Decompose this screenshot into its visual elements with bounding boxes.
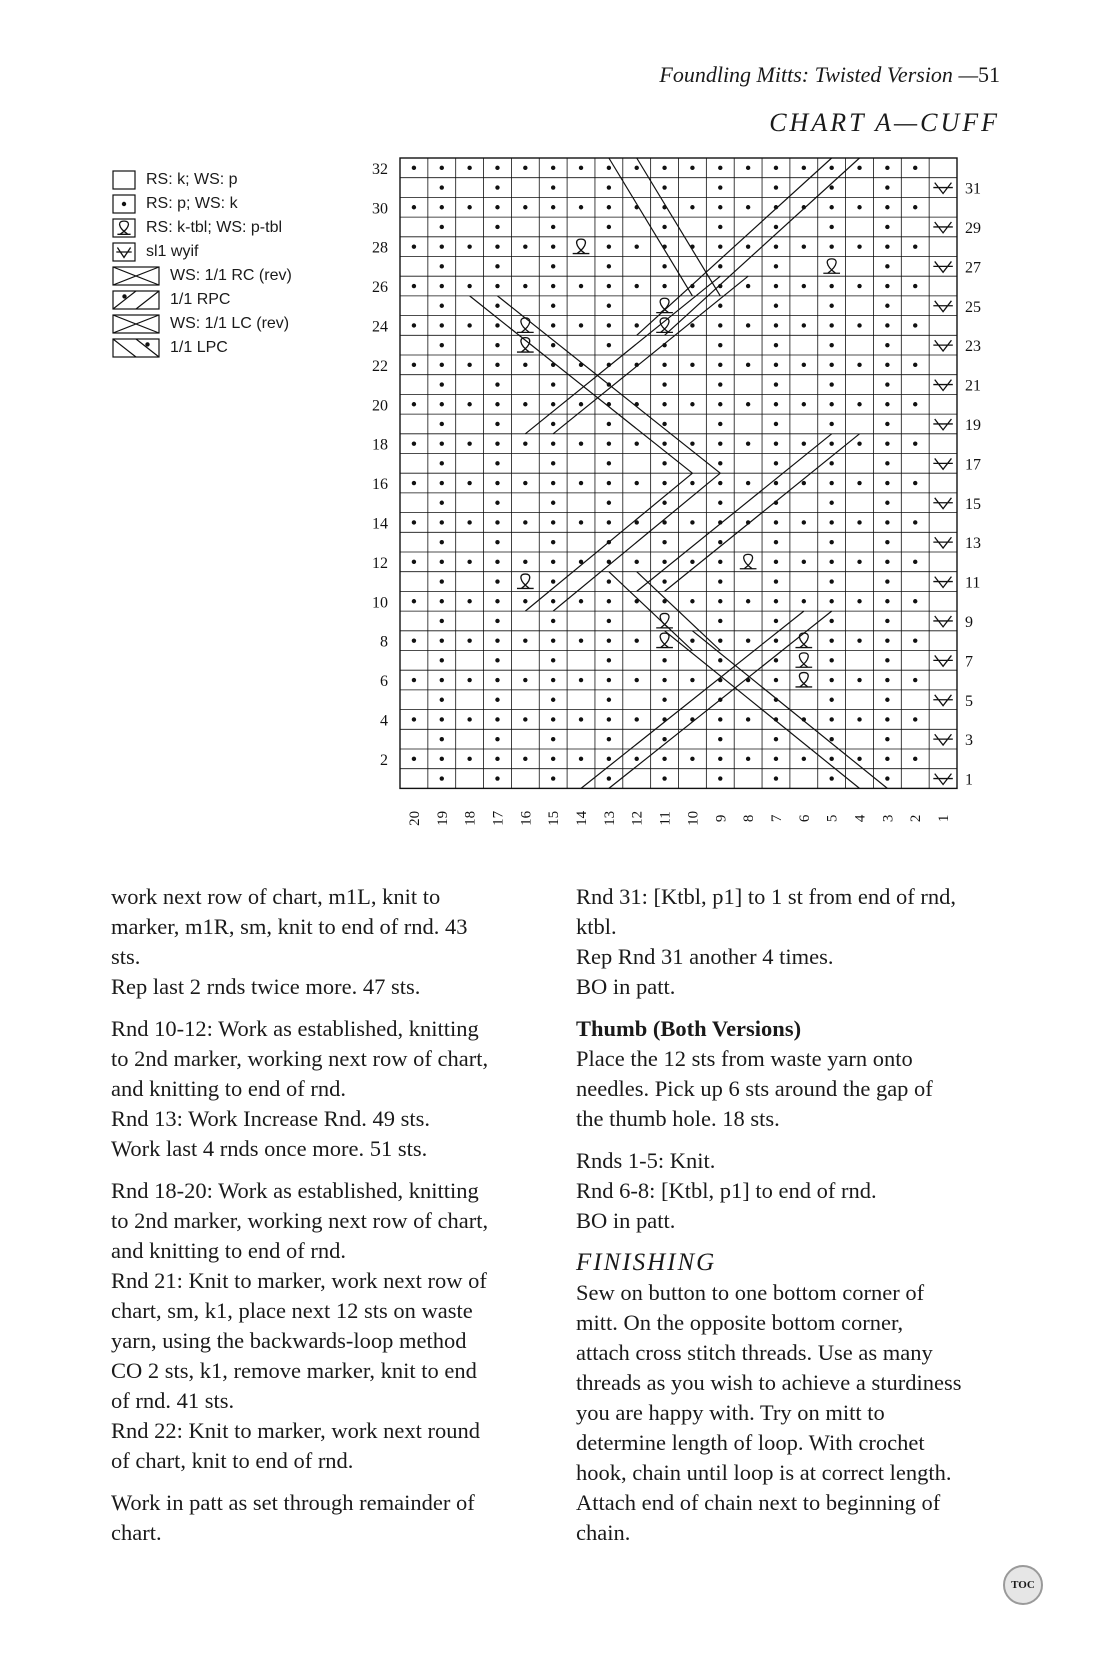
left-text-column bbox=[111, 882, 531, 1560]
text-line: BO in patt. bbox=[576, 974, 676, 999]
finishing-heading: FINISHING bbox=[576, 1249, 717, 1276]
text-line: CO 2 sts, k1, remove marker, knit to end bbox=[111, 1358, 477, 1383]
column-number: 12 bbox=[629, 810, 646, 826]
row-number: 23 bbox=[965, 338, 981, 356]
column-number: 8 bbox=[741, 814, 758, 823]
column-number: 18 bbox=[462, 810, 479, 826]
paragraph bbox=[111, 882, 531, 1002]
text-line: yarn, using the backwards-loop method bbox=[111, 1328, 467, 1353]
text-line: ktbl. bbox=[576, 914, 617, 939]
row-number: 12 bbox=[372, 554, 388, 572]
row-number: 32 bbox=[372, 160, 388, 178]
legend-item bbox=[112, 264, 352, 288]
row-number: 16 bbox=[372, 476, 388, 494]
row-number: 29 bbox=[965, 219, 981, 237]
row-number: 17 bbox=[965, 456, 981, 474]
paragraph bbox=[576, 1044, 1016, 1134]
row-number: 4 bbox=[380, 712, 388, 730]
text-line: attach cross stitch threads. Use as many bbox=[576, 1340, 933, 1365]
row-number: 31 bbox=[965, 180, 981, 198]
text-line: sts. bbox=[111, 944, 141, 969]
text-line: of chart, knit to end of rnd. bbox=[111, 1448, 354, 1473]
text-line: chain. bbox=[576, 1520, 631, 1545]
column-number: 15 bbox=[546, 810, 563, 826]
legend-item bbox=[112, 288, 352, 312]
column-number: 11 bbox=[657, 811, 674, 826]
text-line: Rnd 22: Knit to marker, work next round bbox=[111, 1418, 481, 1443]
text-line: Work in patt as set through remainder of bbox=[111, 1490, 475, 1515]
column-number: 19 bbox=[434, 810, 451, 826]
row-number: 19 bbox=[965, 416, 981, 434]
column-number: 14 bbox=[574, 810, 591, 826]
page-number: 51 bbox=[978, 62, 1000, 87]
text-line: threads as you wish to achieve a sturdiness bbox=[576, 1370, 962, 1395]
running-dash: — bbox=[958, 62, 978, 87]
legend-label: sl1 wyif bbox=[146, 243, 199, 260]
legend-label: RS: k; WS: p bbox=[146, 171, 238, 188]
paragraph bbox=[576, 882, 1016, 1002]
row-number: 8 bbox=[380, 633, 388, 651]
text-line: Rnd 13: Work Increase Rnd. 49 sts. bbox=[111, 1106, 430, 1131]
paragraph bbox=[111, 1488, 531, 1548]
text-line: to 2nd marker, working next row of chart, bbox=[111, 1046, 489, 1071]
row-number: 2 bbox=[380, 751, 388, 769]
column-number: 16 bbox=[518, 810, 535, 826]
row-number: 1 bbox=[965, 771, 973, 789]
row-number: 11 bbox=[965, 574, 981, 592]
purl-symbol-icon bbox=[112, 194, 136, 214]
text-line: marker, m1R, sm, knit to end of rnd. 43 bbox=[111, 914, 468, 939]
legend-item bbox=[112, 168, 352, 192]
column-number: 9 bbox=[713, 814, 730, 823]
ktbl-symbol-icon bbox=[112, 218, 136, 238]
lc-symbol-icon bbox=[112, 314, 160, 334]
row-number: 27 bbox=[965, 259, 981, 277]
right-text-column bbox=[576, 882, 1016, 1560]
lpc-symbol-icon bbox=[112, 338, 160, 358]
paragraph bbox=[111, 1014, 531, 1164]
row-number: 15 bbox=[965, 495, 981, 513]
text-line: of rnd. 41 sts. bbox=[111, 1388, 235, 1413]
row-number: 30 bbox=[372, 200, 388, 218]
column-number: 13 bbox=[601, 810, 618, 826]
text-line: mitt. On the opposite bottom corner, bbox=[576, 1310, 904, 1335]
legend-item bbox=[112, 312, 352, 336]
text-line: Work last 4 rnds once more. 51 sts. bbox=[111, 1136, 428, 1161]
text-line: hook, chain until loop is at correct length. bbox=[576, 1460, 952, 1485]
text-line: Rnd 31: [Ktbl, p1] to 1 st from end of rnd, bbox=[576, 884, 956, 909]
column-number: 20 bbox=[406, 810, 423, 826]
column-number: 1 bbox=[936, 814, 953, 823]
legend-label: RS: p; WS: k bbox=[146, 195, 238, 212]
column-number: 7 bbox=[768, 814, 785, 823]
slip-symbol-icon bbox=[112, 242, 136, 262]
paragraph bbox=[576, 1278, 1016, 1548]
legend-item bbox=[112, 192, 352, 216]
knitting-chart bbox=[340, 150, 981, 850]
text-line: the thumb hole. 18 sts. bbox=[576, 1106, 780, 1131]
row-number: 14 bbox=[372, 515, 388, 533]
row-number: 28 bbox=[372, 239, 388, 257]
rpc-symbol-icon bbox=[112, 290, 160, 310]
rc-symbol-icon bbox=[112, 266, 160, 286]
row-number: 7 bbox=[965, 653, 973, 671]
column-number: 3 bbox=[880, 814, 897, 823]
paragraph bbox=[111, 1176, 531, 1476]
text-line: work next row of chart, m1L, knit to bbox=[111, 884, 441, 909]
text-line: to 2nd marker, working next row of chart, bbox=[111, 1208, 489, 1233]
thumb-heading: Thumb (Both Versions) bbox=[576, 1016, 802, 1041]
row-number: 5 bbox=[965, 692, 973, 710]
text-line: and knitting to end of rnd. bbox=[111, 1076, 346, 1101]
row-number: 21 bbox=[965, 377, 981, 395]
chart-legend bbox=[112, 168, 352, 360]
text-line: Rnd 18-20: Work as established, knitting bbox=[111, 1178, 479, 1203]
legend-label: 1/1 RPC bbox=[170, 291, 231, 308]
row-number: 6 bbox=[380, 673, 388, 691]
row-number: 22 bbox=[372, 357, 388, 375]
column-number: 5 bbox=[824, 814, 841, 823]
row-number: 26 bbox=[372, 279, 388, 297]
column-number: 6 bbox=[796, 814, 813, 823]
column-number: 17 bbox=[490, 810, 507, 826]
legend-item bbox=[112, 240, 352, 264]
row-number: 25 bbox=[965, 298, 981, 316]
row-number: 13 bbox=[965, 535, 981, 553]
text-line: Rep last 2 rnds twice more. 47 sts. bbox=[111, 974, 421, 999]
legend-item bbox=[112, 216, 352, 240]
column-number: 10 bbox=[685, 810, 702, 826]
legend-item bbox=[112, 336, 352, 360]
text-line: needles. Pick up 6 sts around the gap of bbox=[576, 1076, 933, 1101]
legend-label: WS: 1/1 LC (rev) bbox=[170, 315, 290, 332]
text-line: Rep Rnd 31 another 4 times. bbox=[576, 944, 834, 969]
text-line: Place the 12 sts from waste yarn onto bbox=[576, 1046, 913, 1071]
text-line: chart. bbox=[111, 1520, 162, 1545]
text-line: Attach end of chain next to beginning of bbox=[576, 1490, 941, 1515]
legend-label: 1/1 LPC bbox=[170, 339, 228, 356]
row-number: 9 bbox=[965, 613, 973, 631]
text-line: BO in patt. bbox=[576, 1208, 676, 1233]
row-number: 20 bbox=[372, 397, 388, 415]
text-line: you are happy with. Try on mitt to bbox=[576, 1400, 885, 1425]
text-line: Sew on button to one bottom corner of bbox=[576, 1280, 925, 1305]
column-number: 4 bbox=[852, 814, 869, 823]
text-line: and knitting to end of rnd. bbox=[111, 1238, 346, 1263]
running-head bbox=[560, 62, 1000, 88]
toc-button[interactable]: TOC bbox=[1003, 1565, 1043, 1605]
legend-label: WS: 1/1 RC (rev) bbox=[170, 267, 292, 284]
row-number: 18 bbox=[372, 436, 388, 454]
row-number: 3 bbox=[965, 732, 973, 750]
chart-grid bbox=[400, 158, 957, 788]
running-title: Foundling Mitts: Twisted Version bbox=[659, 62, 953, 87]
text-line: chart, sm, k1, place next 12 sts on waste bbox=[111, 1298, 473, 1323]
text-line: determine length of loop. With crochet bbox=[576, 1430, 925, 1455]
row-number: 24 bbox=[372, 318, 388, 336]
chart-title: CHART A—CUFF bbox=[769, 108, 1000, 137]
column-number: 2 bbox=[908, 814, 925, 823]
text-line: Rnd 6-8: [Ktbl, p1] to end of rnd. bbox=[576, 1178, 877, 1203]
knit-symbol-icon bbox=[112, 170, 136, 190]
text-line: Rnds 1-5: Knit. bbox=[576, 1148, 716, 1173]
text-line: Rnd 10-12: Work as established, knitting bbox=[111, 1016, 479, 1041]
text-line: Rnd 21: Knit to marker, work next row of bbox=[111, 1268, 487, 1293]
paragraph bbox=[576, 1146, 1016, 1236]
row-number: 10 bbox=[372, 594, 388, 612]
legend-label: RS: k-tbl; WS: p-tbl bbox=[146, 219, 283, 236]
